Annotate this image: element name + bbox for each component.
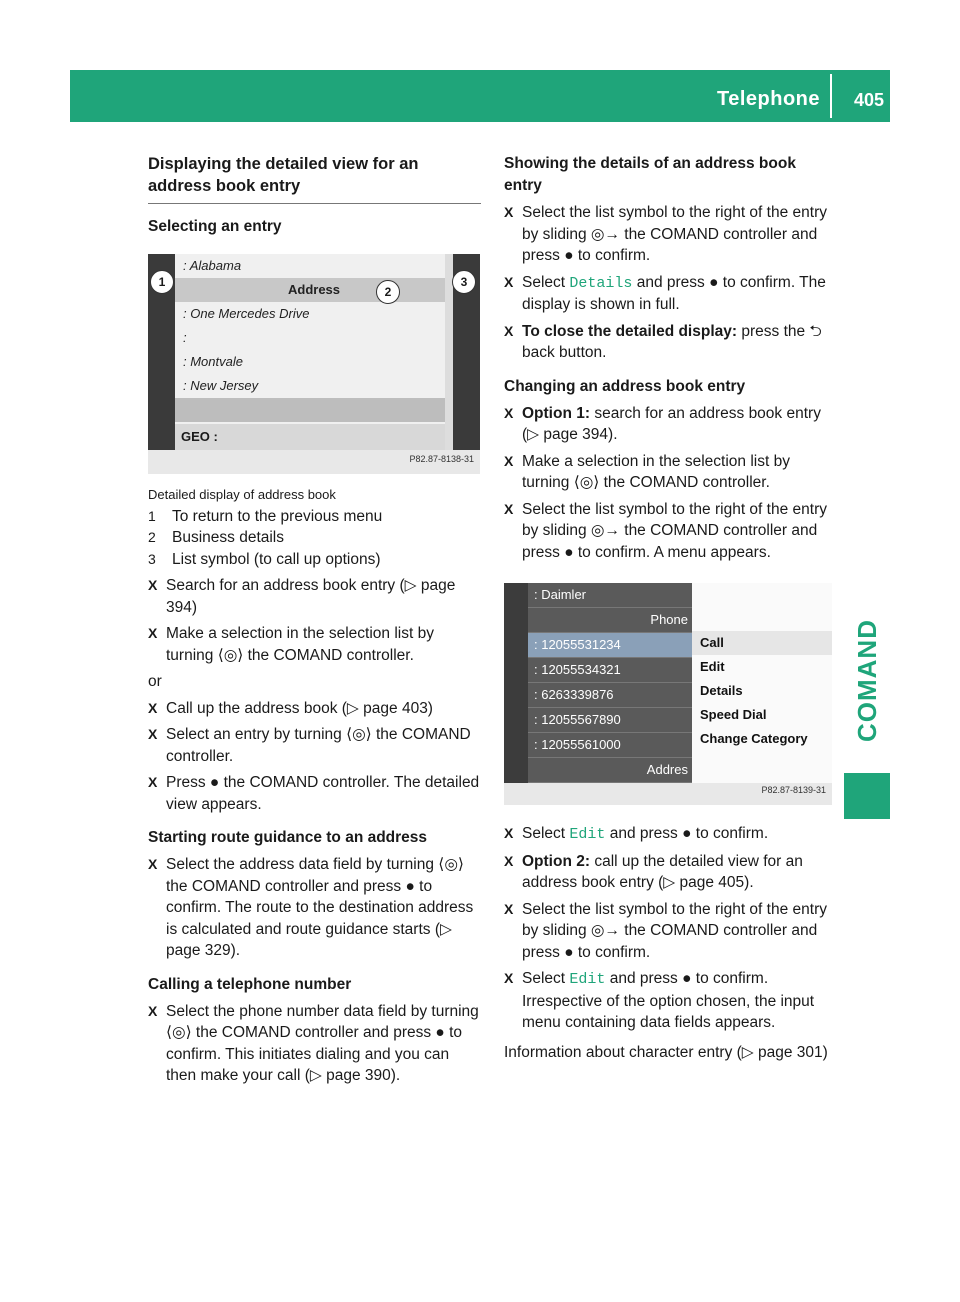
header-divider: [830, 74, 832, 118]
step-text: Select: [522, 825, 566, 842]
legend-text: List symbol (to call up options): [172, 550, 381, 568]
instruction-step: X Select the list symbol to the right of the entry by sliding ◎→ the COMAND controller and press ● to confirm.: [504, 899, 837, 964]
detail-row: :: [183, 330, 187, 345]
detail-row: : One Mercedes Drive: [183, 306, 310, 321]
heading-route-guidance: Starting route guidance to an address: [148, 829, 428, 846]
instruction-step: X Select the list symbol to the right of the entry by sliding ◎→ the COMAND controller and press ● to confirm. A menu appears.: [504, 499, 837, 564]
legend-number: 3: [148, 550, 156, 567]
heading-change-entry: Changing an address book entry: [504, 377, 746, 395]
instruction-step: X Press ● the COMAND controller. The detailed view appears.: [148, 772, 481, 815]
detail-row-globe: [175, 398, 445, 422]
step-text: Select: [522, 273, 566, 291]
menu-item-change-category: Change Category: [700, 731, 808, 746]
or-text: or: [148, 673, 162, 690]
legend-item-3: [148, 549, 481, 571]
chapter-marker: [844, 773, 890, 819]
figure-caption: Detailed display of address book: [148, 487, 336, 502]
instruction-step: X Make a selection in the selection list by turning ⟨◎⟩ the COMAND controller.: [504, 451, 837, 494]
instruction-step: X Call up the address book (▷ page 403): [148, 698, 481, 720]
list-row: : 12055534321: [528, 658, 692, 683]
legend-item-1: [148, 506, 481, 528]
right-column: [504, 153, 837, 1063]
info-character-entry: Information about character entry (▷ page 301): [504, 1043, 828, 1061]
list-row: : 6263339876: [528, 683, 692, 708]
legend-number: 1: [148, 507, 156, 524]
legend-text: Business details: [172, 529, 285, 546]
page-header: [70, 70, 890, 122]
list-row-selected: : 12055531234: [528, 633, 692, 658]
section-title: Telephone: [716, 88, 820, 110]
menu-item-details: Details: [569, 274, 633, 292]
step-text: and press ● to confirm.: [609, 825, 769, 842]
legend-item-2: [148, 527, 481, 549]
chapter-tab: [844, 133, 890, 975]
instruction-step: X Select the address data field by turning ⟨◎⟩ the COMAND controller and press ● to confirm. The route to the destination address is calculated and route guidance starts (▷ page 329).: [148, 854, 481, 962]
instruction-step-edit-2: [504, 968, 837, 1034]
detail-row: : Montvale: [183, 354, 243, 369]
instruction-step: X Select an entry by turning ⟨◎⟩ the COMAND controller.: [148, 724, 481, 767]
screen-phone-list: [528, 583, 692, 783]
heading-selecting-entry: Selecting an entry: [148, 218, 282, 235]
step-label: To close the detailed display:: [522, 322, 738, 340]
instruction-step: X Search for an address book entry (▷ page 394): [148, 575, 481, 618]
menu-item-edit-ref: Edit: [569, 971, 606, 988]
instruction-step-details: [504, 272, 837, 316]
option-label: Option 1:: [522, 404, 591, 422]
detail-row: : Alabama: [183, 258, 242, 273]
page-number: 405: [853, 90, 884, 110]
menu-item-edit-ref: Edit: [569, 826, 606, 843]
list-row: : Daimler: [528, 583, 692, 608]
screen-left-bar: [504, 583, 528, 783]
heading-calling-number: Calling a telephone number: [148, 975, 352, 993]
menu-item-speed-dial: Speed Dial: [700, 707, 767, 722]
list-row: : 12055561000: [528, 733, 692, 758]
chapter-label: COMAND: [852, 619, 882, 743]
callout-2: 2: [376, 280, 400, 304]
figure-ref: P82.87-8139-31: [761, 784, 826, 795]
instruction-step: X Select the list symbol to the right of the entry by sliding ◎→ the COMAND controller and press ● to confirm.: [504, 202, 837, 267]
geo-field: GEO :: [175, 424, 445, 450]
legend-text: To return to the previous menu: [172, 507, 383, 525]
detail-row: : New Jersey: [183, 378, 259, 393]
menu-item-details: Details: [700, 683, 743, 698]
screen-detail-list: [175, 254, 445, 450]
screenshot-address-detail: [148, 254, 480, 474]
step-text: and press ● to confirm. The display is shown in full.: [522, 273, 826, 313]
step-text: and press ● to confirm. Irrespective of the option chosen, the input menu containing data fields appears.: [522, 970, 815, 1031]
step-text: press the ⮌ back button.: [522, 322, 822, 361]
instruction-step-close: [504, 321, 837, 364]
callout-3: 3: [452, 270, 476, 294]
option-label: Option 2:: [522, 852, 591, 870]
list-row: Addres: [528, 758, 692, 783]
menu-item-call: Call: [692, 631, 832, 655]
instruction-option-2: [504, 851, 837, 894]
instruction-step: X Select the phone number data field by turning ⟨◎⟩ the COMAND controller and press ● to confirm. This initiates dialing and you can then make your call (▷ page 390).: [148, 1001, 481, 1087]
step-text: search for an address book entry (▷ page 394).: [522, 404, 821, 443]
step-text: call up the detailed view for an address book entry (▷ page 405).: [522, 852, 803, 891]
screen-option-menu: [692, 583, 832, 783]
heading-detailed-view: Displaying the detailed view for an address book entry: [148, 153, 481, 204]
screenshot-option-menu: [504, 583, 832, 805]
instruction-option-1: [504, 403, 837, 446]
heading-show-details: Showing the details of an address book entry: [504, 155, 796, 194]
callout-1: 1: [150, 270, 174, 294]
list-row: : 12055567890: [528, 708, 692, 733]
detail-row-address: Address: [175, 278, 445, 302]
instruction-step-edit: [504, 823, 837, 846]
menu-item-edit: Edit: [700, 659, 725, 674]
step-text: Select: [522, 970, 566, 987]
left-column: [148, 153, 481, 1087]
legend-number: 2: [148, 529, 156, 545]
list-row: Phone: [528, 608, 692, 633]
menu-spacer: [692, 583, 832, 631]
instruction-step: X Make a selection in the selection list by turning ⟨◎⟩ the COMAND controller.: [148, 623, 481, 666]
figure-ref: P82.87-8138-31: [409, 453, 474, 464]
